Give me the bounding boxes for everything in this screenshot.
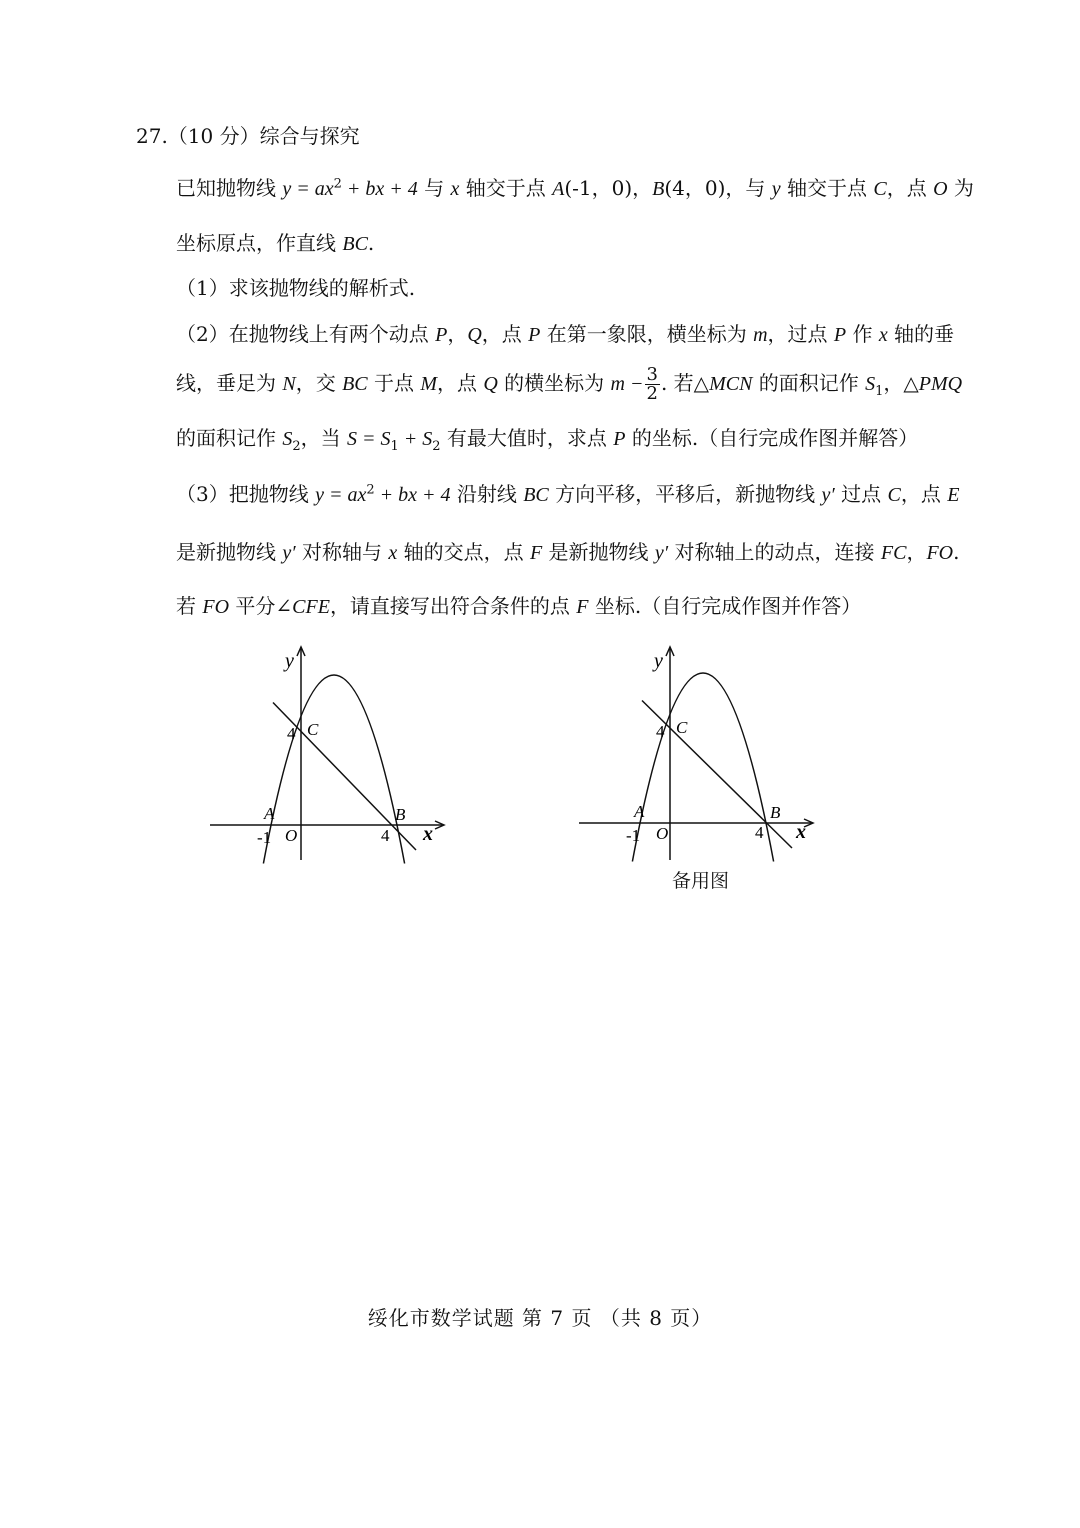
fraction-three-halves: $\frac{3}{2}$ [646, 364, 658, 404]
part-1: （1）求该抛物线的解析式. [176, 276, 416, 300]
problem-header: 27.（10 分）综合与探究 [136, 124, 360, 148]
part-3-line-2: 是新抛物线 y′ 对称轴与 x 轴的交点，点 F 是新抛物线 y′ 对称轴上的动点，连接 FC，FO. [176, 540, 960, 564]
point-a-label: A [634, 802, 645, 821]
part-3-line-1: （3）把抛物线 $y = ax^2$ + bx + 4 沿射线 BC 方向平移，平移后，新抛物线 y′ 过点 C，点 E [176, 482, 960, 506]
parabola-curve [632, 673, 773, 862]
tick-label-x-4: 4 [381, 826, 390, 845]
part-2-line-3: 的面积记作 $S_2$，当 $S = S_1 + S_2$ 有最大值时，求点 P 的坐标.（自行完成作图并解答） [176, 426, 919, 454]
tick-label-y-4: 4 [287, 724, 296, 743]
part-2-line-1: （2）在抛物线上有两个动点 P，Q，点 P 在第一象限，横坐标为 m，过点 P 作 x 轴的垂 [176, 322, 955, 346]
backup-figure-caption: 备用图 [672, 870, 730, 892]
x-axis-label: x [796, 821, 806, 843]
origin-label: O [656, 824, 669, 843]
parabola-figure [205, 645, 455, 865]
y-axis-label: y [654, 650, 663, 672]
point-c-label: C [307, 720, 319, 739]
page-footer: 绥化市数学试题 第 7 页 （共 8 页） [367, 1306, 713, 1330]
tick-label-neg1: -1 [626, 826, 641, 845]
stem-line-1: 已知抛物线 $y = ax^2$ + bx + 4 与 x 轴交于点 A(-1，0)，B(4，0)，与 y 轴交于点 C，点 O 为 [176, 176, 974, 200]
point-b-label: B [395, 805, 406, 824]
tick-label-y-4: 4 [656, 722, 665, 741]
tick-label-neg1: -1 [257, 828, 272, 847]
stem-line-2: 坐标原点，作直线 BC. [176, 231, 375, 255]
tick-label-x-4: 4 [755, 823, 764, 842]
backup-parabola-figure [574, 645, 824, 865]
y-axis-label: y [285, 650, 294, 672]
part-2-line-2: 线，垂足为 N，交 BC 于点 M，点 Q 的横坐标为 m − $\frac{3}{2}$ . 若△MCN 的面积记作 $S_1$，△PMQ [176, 364, 963, 404]
point-a-label: A [264, 804, 275, 823]
origin-label: O [285, 826, 298, 845]
point-c-label: C [676, 718, 688, 737]
x-axis-label: x [423, 823, 433, 845]
point-b-label: B [770, 803, 781, 822]
part-3-line-3: 若 FO 平分∠CFE，请直接写出符合条件的点 F 坐标.（自行完成作图并作答） [176, 594, 862, 618]
